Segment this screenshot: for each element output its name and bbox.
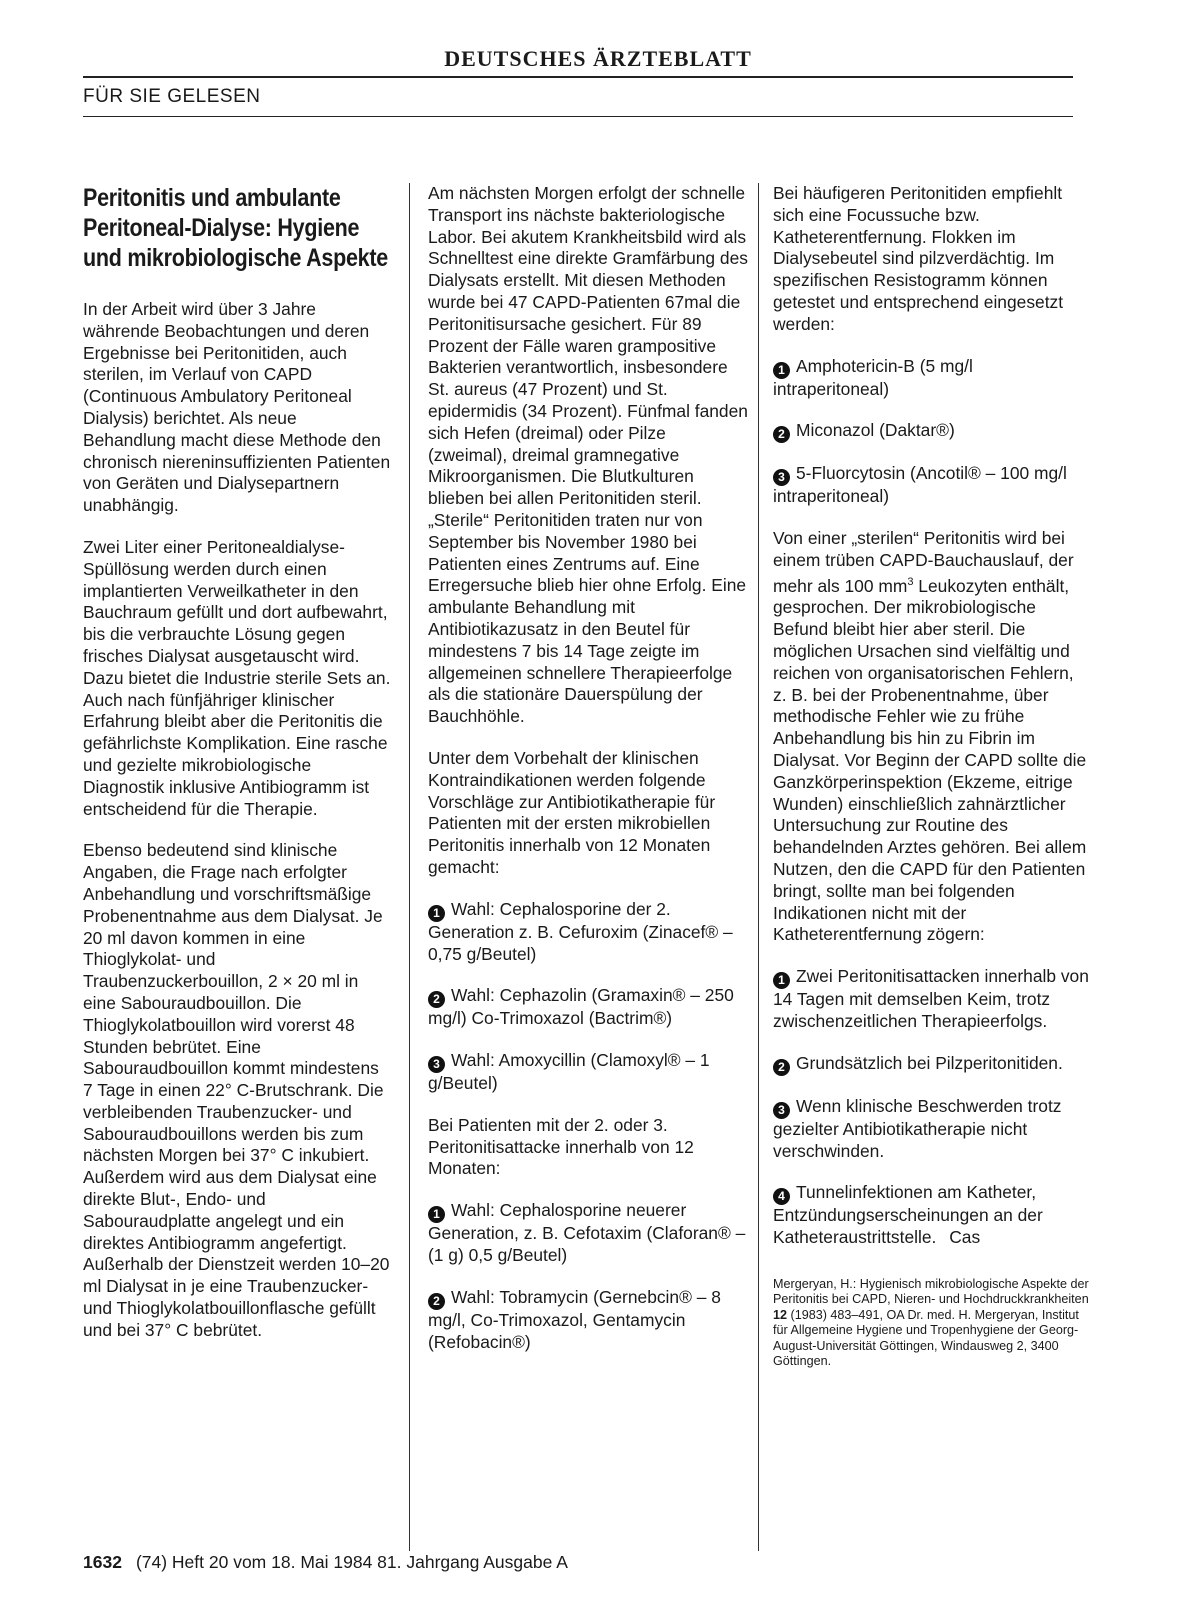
masthead-rule — [83, 76, 1073, 78]
column-3 — [773, 183, 1091, 1369]
list-item-text: Wahl: Cephalosporine der 2. Generation z. B. Cefuroxim (Zinacef® – 0,75 g/Beutel) — [428, 898, 733, 964]
paragraph: In der Arbeit wird über 3 Jahre währende Beobachtungen und deren Ergebnisse bei Peritonitiden, auch sterilen, im Verlauf von CAPD (Continuous Ambulatory Peritoneal Dialysis) berichtet. Als neue Behandlung macht diese Methode den chronisch niereninsuffizienten Patienten von Geräten und Dialysepartnern unabhängig. — [83, 299, 391, 516]
number-3-icon: 3 — [773, 469, 790, 486]
number-2-icon: 2 — [428, 991, 445, 1008]
article-title: Peritonitis und ambulante Peritoneal-Dialyse: Hygiene und mikrobiologische Aspekte — [83, 184, 388, 272]
list-item — [773, 356, 1091, 401]
column-1 — [83, 183, 393, 1362]
paragraph: Bei häufigeren Peritonitiden empfiehlt sich eine Focussuche bzw. Katheterentfernung. Flokken im Dialysebeutel sind pilzverdächtig. Im spezifischen Resistogramm können getestet und entsprechend eingesetzt werden: — [773, 183, 1064, 334]
number-3-icon: 3 — [428, 1056, 445, 1073]
column-2 — [428, 183, 748, 1373]
paragraph: Am nächsten Morgen erfolgt der schnelle Transport ins nächste bakteriologische Labor. Bei akutem Krankheitsbild wird als Schnelltest eine direkte Gramfärbung des Dialysats erstellt. Mit diesen Methoden wurde bei 47 CAPD-Patienten 67mal die Peritonitisursache gesichert. Für 89 Prozent der Fälle waren grampositive Bakterien verantwortlich, insbesondere St. aureus (47 Prozent) und St. epidermidis (34 Prozent). Fünfmal fanden sich Hefen (dreimal) oder Pilze (zweimal), dreimal gramnegative Mikroorganismen. Die Blutkulturen blieben bei allen Peritonitiden steril. „Sterile“ Peritonitiden traten nur von September bis November 1980 bei Patienten eines Zentrums auf. Eine Erregersuche blieb hier ohne Erfolg. Eine ambulante Behandlung mit Antibiotikazusatz in den Beutel für mindestens 7 bis 14 Tage zeigte im allgemeinen schnellere Therapieerfolge als die stationäre Dauerspülung der Bauchhöhle. — [428, 183, 748, 727]
list-item — [428, 1050, 748, 1095]
number-2-icon: 2 — [773, 426, 790, 443]
author-signature: Cas — [949, 1227, 981, 1248]
number-3-icon: 3 — [773, 1102, 790, 1119]
list-item-text: Wenn klinische Beschwerden trotz gezielter Antibiotikatherapie nicht verschwinden. — [773, 1095, 1062, 1161]
reference-volume: 12 — [773, 1307, 788, 1322]
superscript: 3 — [907, 575, 914, 588]
number-1-icon: 1 — [773, 362, 790, 379]
list-item-text: Wahl: Amoxycillin (Clamoxyl® – 1 g/Beutel) — [428, 1050, 710, 1094]
list-item-text: Wahl: Cephazolin (Gramaxin® – 250 mg/l) Co-Trimoxazol (Bactrim®) — [428, 985, 734, 1029]
reference-text: Mergeryan, H.: Hygienisch mikrobiologische Aspekte der Peritonitis bei CAPD, Nieren- und Hochdruckkrankheiten — [773, 1276, 1089, 1307]
paragraph — [773, 528, 1091, 946]
number-1-icon: 1 — [428, 905, 445, 922]
paragraph-text: Von einer „sterilen“ Peritonitis wird bei einem trüben CAPD-Bauchauslauf, der mehr als 100 mm — [773, 528, 1074, 596]
list-item-text: 5-Fluorcytosin (Ancotil® – 100 mg/l intraperitoneal) — [773, 463, 1067, 507]
number-2-icon: 2 — [773, 1059, 790, 1076]
list-item-text: Wahl: Tobramycin (Gernebcin® – 8 mg/l, Co-Trimoxazol, Gentamycin (Refobacin®) — [428, 1286, 721, 1352]
column-divider-2 — [758, 183, 759, 1551]
paragraph: Zwei Liter einer Peritonealdialyse-Spüllösung werden durch einen implantierten Verweilkatheter in den Bauchraum gefüllt und dort aufbewahrt, bis die verbrauchte Lösung gegen frisches Dialysat ausgetauscht wird. Dazu bietet die Industrie sterile Sets an. Auch nach fünfjähriger klinischer Erfahrung bleibt aber die Peritonitis die gefährlichste Komplikation. Eine rasche und gezielte mikrobiologische Diagnostik inklusive Antibiogramm ist entscheidend für die Therapie. — [83, 536, 391, 819]
page-footer — [83, 1552, 568, 1573]
list-item — [428, 899, 748, 966]
number-1-icon: 1 — [773, 972, 790, 989]
section-rule — [83, 116, 1073, 117]
column-divider-1 — [409, 183, 410, 1551]
number-1-icon: 1 — [428, 1206, 445, 1223]
paragraph: Ebenso bedeutend sind klinische Angaben, die Frage nach erfolgter Anbehandlung und vorschriftsmäßige Probenentnahme aus dem Dialysat. Je 20 ml davon kommen in eine Thioglykolat- und Traubenzuckerbouillon, 2 × 20 ml in eine Sabouraudbouillon. Die Thioglykolatbouillon wird vorerst 48 Stunden bebrütet. Eine Sabouraudbouillon kommt mindestens 7 Tage in einen 22° C-Brutschrank. Die verbleibenden Traubenzucker- und Sabouraudbouillons werden bis zum nächsten Morgen bei 37° C inkubiert. Außerdem wird aus dem Dialysat eine direkte Blut-, Endo- und Sabouraudplatte angelegt und ein direktes Antibiogramm angefertigt. Außerhalb der Dienstzeit werden 10–20 ml Dialysat in je eine Traubenzucker- und Thioglykolatbouillonflasche gefüllt und bei 37° C bebrütet. — [83, 840, 390, 1340]
list-item-text: Grundsätzlich bei Pilzperitonitiden. — [796, 1052, 1063, 1073]
list-item-text: Amphotericin-B (5 mg/l intraperitoneal) — [773, 355, 973, 399]
list-item — [773, 463, 1091, 508]
reference — [773, 1277, 1091, 1369]
page-number: 1632 — [83, 1552, 122, 1572]
masthead: DEUTSCHES ÄRZTEBLATT — [444, 46, 752, 71]
list-item — [773, 420, 1091, 443]
list-item-text: Miconazol (Daktar®) — [796, 420, 955, 441]
number-4-icon: 4 — [773, 1188, 790, 1205]
list-item — [773, 1096, 1091, 1163]
reference-text: (1983) 483–491, OA Dr. med. H. Mergeryan, Institut für Allgemeine Hygiene und Tropenhygiene der Georg-August-Universität Göttingen, Windausweg 2, 3400 Göttingen. — [773, 1307, 1079, 1368]
issue-info: (74) Heft 20 vom 18. Mai 1984 81. Jahrgang Ausgabe A — [135, 1552, 568, 1572]
section-label: FÜR SIE GELESEN — [83, 86, 261, 107]
list-item-text: Wahl: Cephalosporine neuerer Generation, z. B. Cefotaxim (Claforan® – (1 g) 0,5 g/Beutel) — [428, 1200, 746, 1266]
list-item — [428, 1287, 748, 1354]
number-2-icon: 2 — [428, 1293, 445, 1310]
paragraph: Unter dem Vorbehalt der klinischen Kontraindikationen werden folgende Vorschläge zur Antibiotikatherapie für Patienten mit der ersten mikrobiellen Peritonitis innerhalb von 12 Monaten gemacht: — [428, 747, 716, 877]
paragraph: Bei Patienten mit der 2. oder 3. Peritonitisattacke innerhalb von 12 Monaten: — [428, 1114, 694, 1179]
list-item — [773, 1182, 1091, 1249]
list-item — [428, 985, 748, 1030]
paragraph-text: Leukozyten enthält, gesprochen. Der mikrobiologische Befund bleibt hier aber steril. Die möglichen Ursachen sind vielfältig und reichen von organisatorischen Fehlern, z. B. bei der Probenentnahme, über methodische Fehler wie zu frühe Anbehandlung bis hin zu Fibrin im Dialysat. Vor Beginn der CAPD sollte die Ganzkörperinspektion (Ekzeme, eitrige Wunden) einschließlich zahnärztlicher Untersuchung zur Routine des behandelnden Arztes gehören. Bei allem Nutzen, den die CAPD für den Patienten bringt, sollte man bei folgenden Indikationen nicht mit der Katheterentfernung zögern: — [773, 575, 1087, 945]
list-item — [773, 966, 1091, 1033]
list-item-text: Zwei Peritonitisattacken innerhalb von 14 Tagen mit demselben Keim, trotz zwischenzeitlichen Therapieerfolgs. — [773, 966, 1089, 1031]
list-item — [773, 1053, 1091, 1076]
list-item-text: Tunnelinfektionen am Katheter, Entzündungserscheinungen an der Katheteraustrittstelle. — [773, 1182, 1043, 1248]
list-item — [428, 1200, 748, 1267]
